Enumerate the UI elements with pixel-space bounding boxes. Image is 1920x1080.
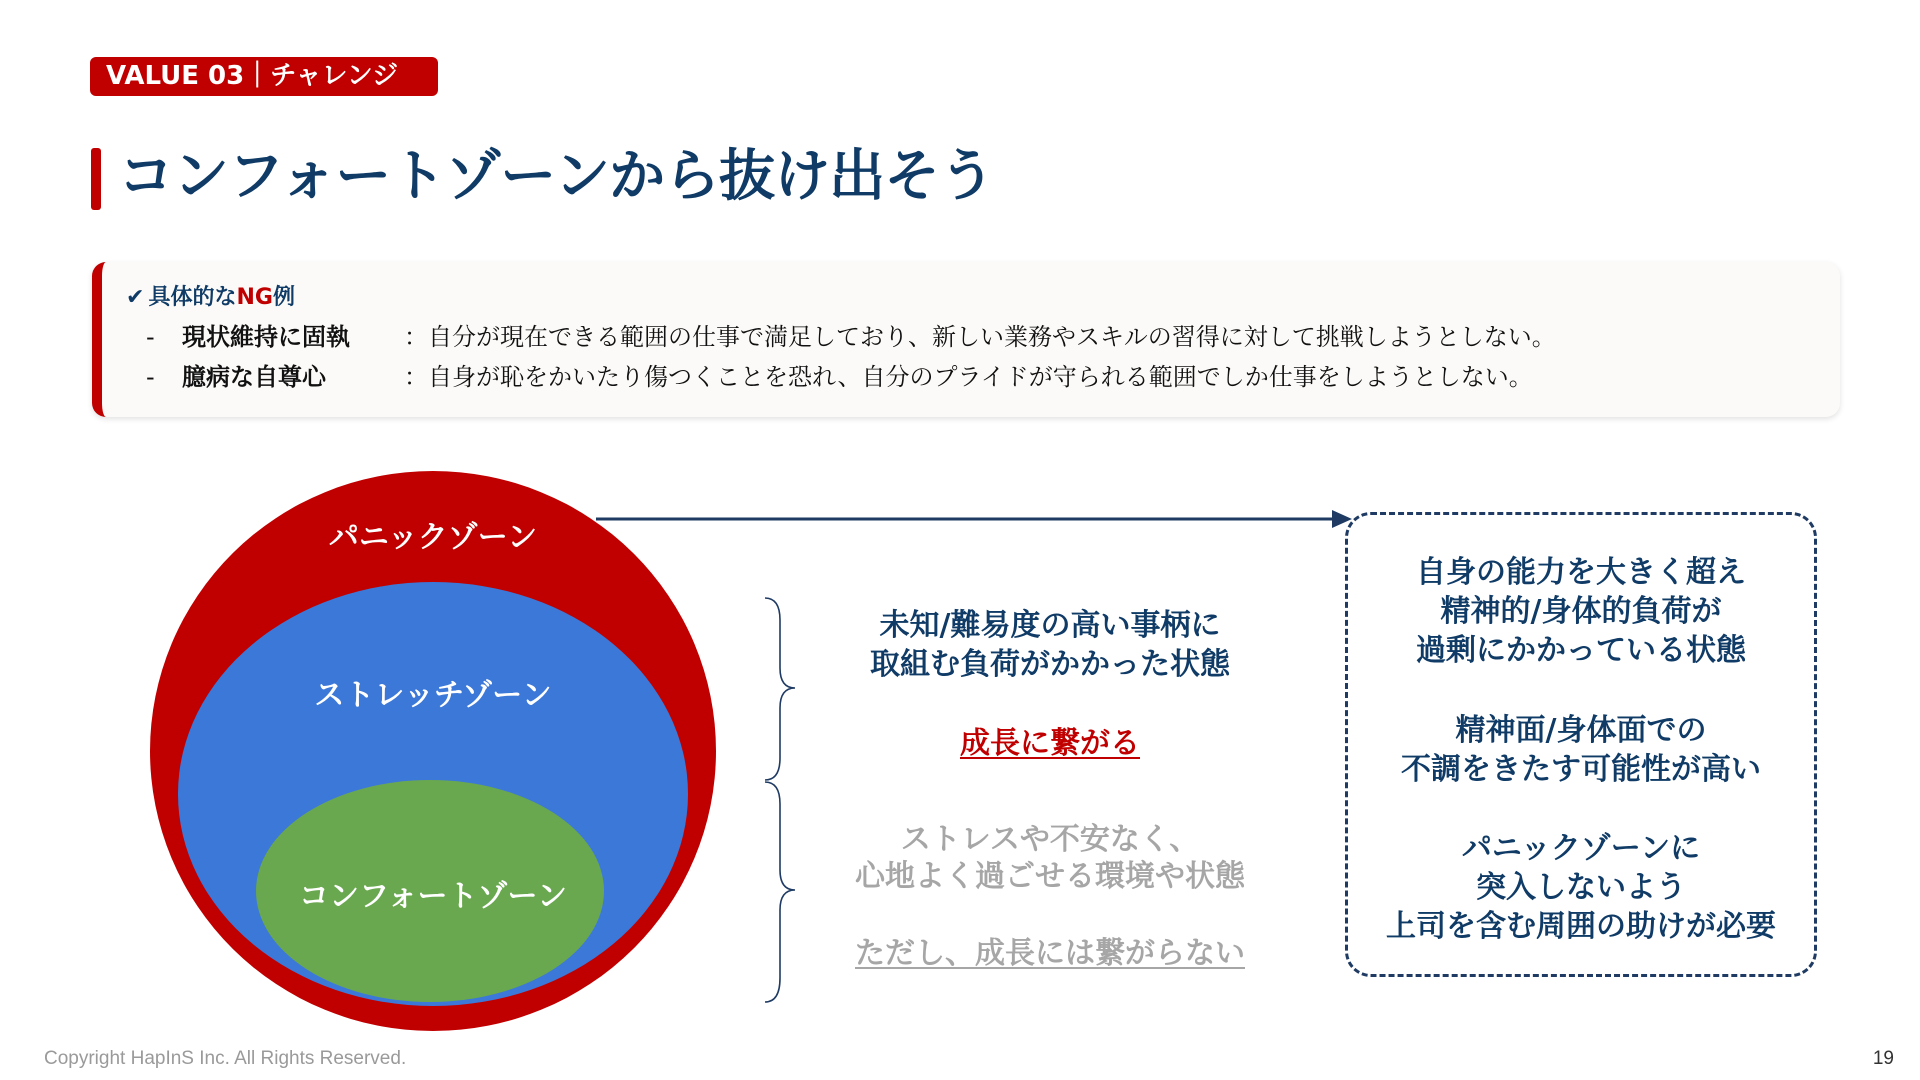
comfort-emphasis — [820, 934, 1280, 973]
ng-example-desc: ：自分が現在できる範囲の仕事で満足しており、新しい業務やスキルの習得に対して挑戦しようとしない。 — [404, 323, 1556, 351]
comfort-emphasis-text: ただし、成長には繋がらない — [855, 936, 1245, 971]
copyright-footer: Copyright HapInS Inc. All Rights Reserved. — [44, 1048, 407, 1069]
ng-heading-suffix: 例 — [272, 285, 295, 310]
comfort-desc-line1: ストレスや不安なく、 — [900, 822, 1200, 857]
page-title: コンフォートゾーンから抜け出そう — [118, 144, 995, 209]
panic-desc-line: 不調をきたす可能性が高い — [1401, 752, 1761, 787]
ng-heading-prefix: 具体的な — [148, 285, 237, 310]
checkmark-icon: ✔ — [126, 285, 145, 310]
value-badge: VALUE 03｜チャレンジ — [90, 57, 438, 96]
panic-zone-label: パニックゾーン — [328, 520, 538, 555]
comfort-zone-label: コンフォートゾーン — [299, 879, 567, 914]
stretch-emphasis-text: 成長に繋がる — [960, 726, 1140, 761]
list-dash: - — [146, 323, 155, 351]
comfort-desc-line2: 心地よく過ごせる環境や状態 — [855, 859, 1245, 894]
ng-example-term: 臆病な自尊心 — [182, 363, 326, 391]
list-dash: - — [146, 363, 155, 391]
panic-desc-line: 精神面/身体面での — [1455, 713, 1707, 748]
panic-desc-line: パニックゾーンに — [1461, 831, 1701, 866]
ng-example-term: 現状維持に固執 — [182, 323, 350, 351]
panic-description-box — [1345, 512, 1817, 977]
panic-desc-line: 精神的/身体的負荷が — [1440, 594, 1722, 629]
stretch-emphasis — [820, 724, 1280, 763]
stretch-zone-label: ストレッチゾーン — [314, 678, 552, 713]
panic-desc-line: 自身の能力を大きく超え — [1416, 555, 1746, 590]
ng-heading-ng: NG — [236, 285, 273, 310]
page-number: 19 — [1872, 1048, 1894, 1069]
panic-desc-line: 突入しないよう — [1476, 870, 1686, 905]
stretch-desc-line2: 取組む負荷がかかった状態 — [870, 647, 1230, 682]
comfort-brace — [765, 782, 795, 1002]
ng-example-desc: ：自身が恥をかいたり傷つくことを恐れ、自分のプライドが守られる範囲でしか仕事をしようとしない。 — [404, 363, 1533, 391]
panic-desc-line: 上司を含む周囲の助けが必要 — [1386, 909, 1776, 944]
stretch-brace — [765, 598, 795, 780]
panic-desc-line: 過剰にかかっている状態 — [1416, 633, 1746, 668]
stretch-desc-line1: 未知/難易度の高い事柄に — [879, 608, 1221, 643]
